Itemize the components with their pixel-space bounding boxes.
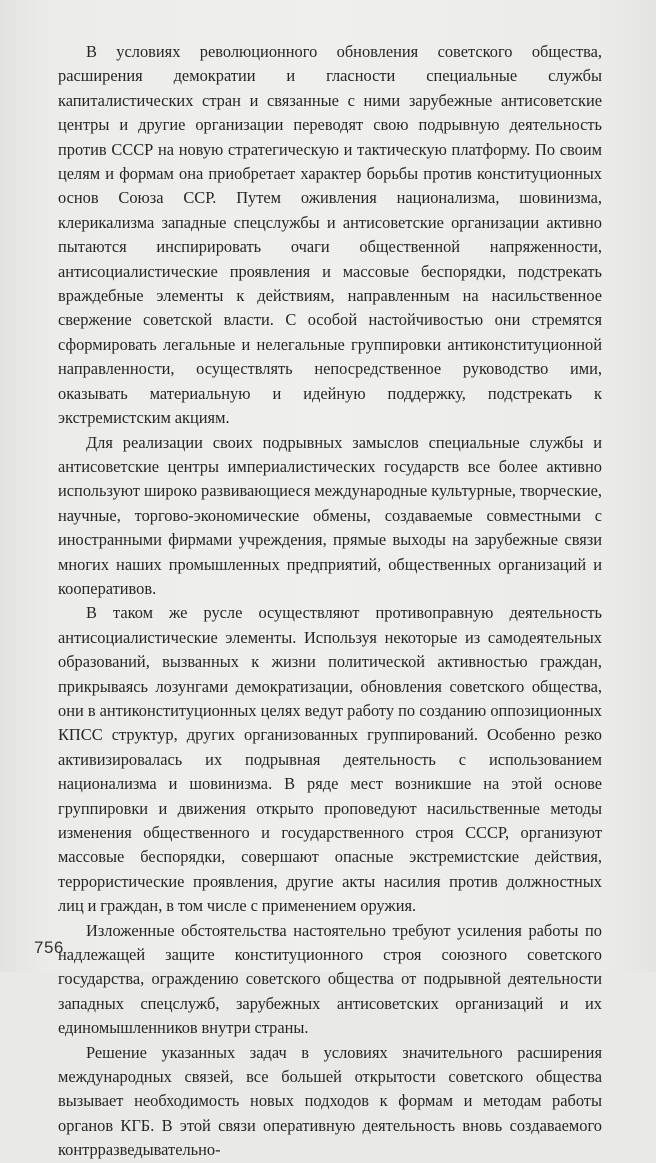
paragraph-1: В условиях революционного обновления советского общества, расширения демократии и гласности специальные службы капиталистических стран и связанные с ними зарубежные антисоветские центры и другие организации переводят свою подрывную деятельность против СССР на новую стратегическую и тактическую платформу. По своим целям и формам она приобретает характер борьбы против конституционных основ Союза ССР. Путем оживления национализма, шовинизма, клерикализма западные спецслужбы и антисоветские организации активно пытаются инспирировать очаги общественной напряженности, антисоциалистические проявления и массовые беспорядки, подстрекать враждебные элементы к действиям, направленным на насильственное свержение советской власти. С особой настойчивостью они стремятся сформировать легальные и нелегальные группировки антиконституционной направленности, осуществлять непосредственное руководство ими, оказывать материальную и идейную поддержку, подстрекать к экстремистским акциям.: [58, 42, 602, 428]
paragraph-3: В таком же русле осуществляют противоправную деятельность антисоциалистические элементы. Используя некоторые из самодеятельных образований, вызванных к жизни политической активностью граждан, прикрываясь лозунгами демократизации, обновления советского общества, они в антиконституционных целях ведут работу по созданию оппозиционных КПСС структур, других организованных группирований. Особенно резко активизировалась их подрывная деятельность с использованием национализма и шовинизма. В ряде мест возникшие на этой основе группировки и движения открыто проповедуют насильственные методы изменения общественного и государственного строя СССР, организуют массовые беспорядки, совершают опасные экстремистские действия, террористические проявления, другие акты насилия против должностных лиц и граждан, в том числе с применением оружия.: [58, 603, 602, 916]
paragraph-4: Изложенные обстоятельства настоятельно требуют усиления работы по надлежащей защите конституционного строя союзного советского государства, ограждению советского общества от подрывной деятельности западных спецслужб, зарубежных антисоветских организаций и их единомышленников внутри страны.: [58, 920, 602, 1038]
paragraph-5: Решение указанных задач в условиях значительного расширения международных связей, все большей открытости советского общества вызывает необходимость новых подходов к формам и методам работы органов КГБ. В этой связи оперативную деятельность вновь создаваемого контрразведывательно-: [58, 1042, 602, 1160]
body-text: [58, 40, 602, 1163]
page-number: 756: [34, 938, 64, 957]
paragraph-2: Для реализации своих подрывных замыслов специальные службы и антисоветские центры империалистических государств все более активно используют широко развивающиеся международные культурные, творческие, научные, торгово-экономические обмены, создаваемые совместными с иностранными фирмами учреждения, прямые выходы на зарубежные связи многих наших промышленных предприятий, общественных организаций и кооперативов.: [58, 432, 602, 598]
